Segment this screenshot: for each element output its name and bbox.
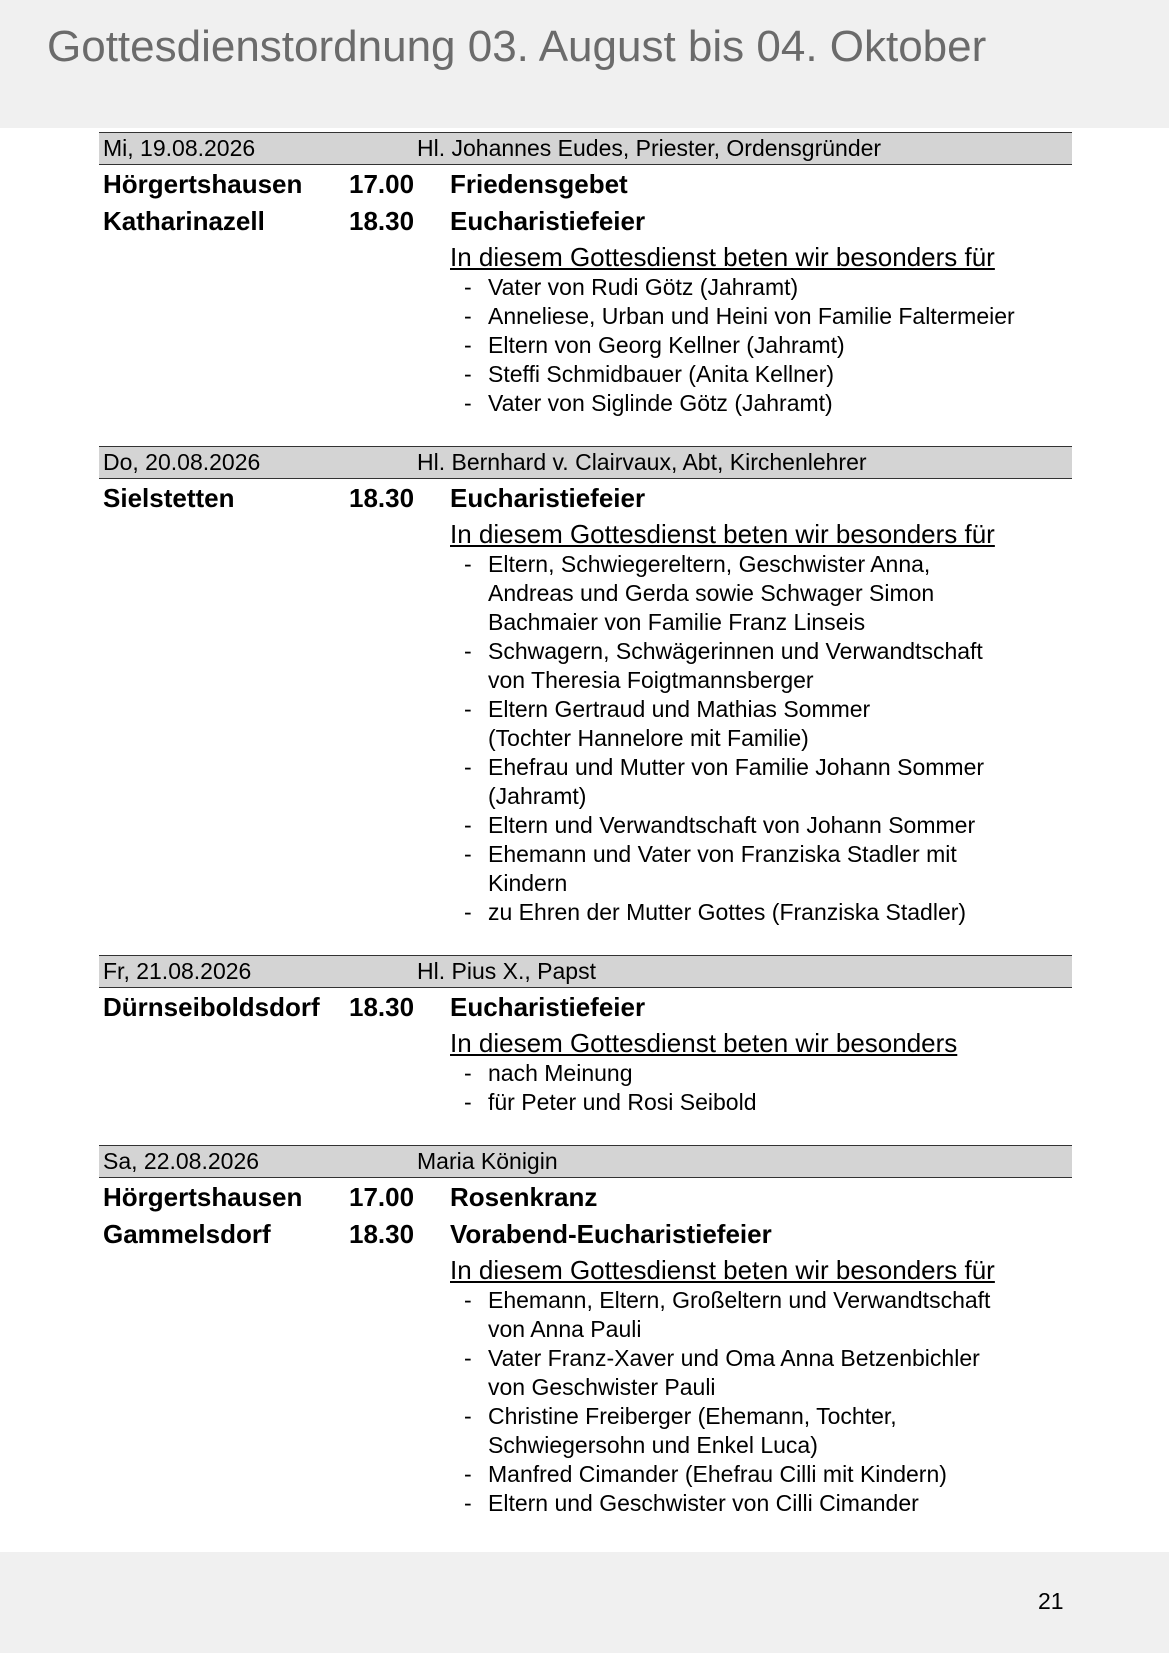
intentions-list: [450, 1059, 1072, 1117]
intention-line: von Anna Pauli: [488, 1316, 642, 1342]
intention-item: - Vater von Rudi Götz (Jahramt): [464, 274, 799, 300]
intention-line: zu Ehren der Mutter Gottes (Franziska Stadler): [488, 899, 967, 925]
intention-item: - Schwagern, Schwägerinnen und Verwandtschaft von Theresia Foigtmannsberger: [464, 638, 983, 693]
service-time: 18.30: [349, 992, 415, 1022]
intention-item: - zu Ehren der Mutter Gottes (Franziska Stadler): [464, 899, 967, 925]
intentions: [450, 1254, 1072, 1518]
day-feast: Hl. Bernhard v. Clairvaux, Abt, Kirchenlehrer: [417, 449, 867, 475]
service-time: 18.30: [349, 483, 415, 513]
intention-line: Schwiegersohn und Enkel Luca): [488, 1432, 818, 1458]
intention-line: Christine Freiberger (Ehemann, Tochter,: [488, 1403, 897, 1429]
day-date: Fr, 21.08.2026: [103, 958, 252, 984]
service-name: Vorabend-Eucharistiefeier: [450, 1219, 772, 1249]
service-name: Eucharistiefeier: [450, 206, 646, 236]
intentions: [450, 518, 1072, 927]
intention-line: Ehemann und Vater von Franziska Stadler mit: [488, 841, 957, 867]
intention-item: - Ehemann, Eltern, Großeltern und Verwandtschaft von Anna Pauli: [464, 1287, 991, 1342]
intentions-heading: In diesem Gottesdienst beten wir besonders für: [450, 1255, 995, 1285]
service-name: Eucharistiefeier: [450, 992, 646, 1022]
intention-line: nach Meinung: [488, 1060, 633, 1086]
intention-item: - Ehefrau und Mutter von Familie Johann Sommer (Jahramt): [464, 754, 985, 809]
day-header: [99, 132, 1072, 165]
intention-item: - Eltern Gertraud und Mathias Sommer (Tochter Hannelore mit Familie): [464, 696, 871, 751]
service-place: Hörgertshausen: [103, 169, 303, 199]
day-feast: Hl. Johannes Eudes, Priester, Ordensgründer: [417, 135, 882, 161]
page-number: 21: [1038, 1588, 1064, 1614]
intention-line: Anneliese, Urban und Heini von Familie Faltermeier: [488, 303, 1015, 329]
intention-item: - Steffi Schmidbauer (Anita Kellner): [464, 361, 835, 387]
service-list: [99, 1178, 1072, 1253]
intentions-heading: In diesem Gottesdienst beten wir besonders für: [450, 519, 995, 549]
day-block: [99, 1145, 1072, 1518]
footer-band: [0, 1552, 1169, 1653]
service-place: Dürnseiboldsdorf: [103, 992, 320, 1022]
day-block: [99, 132, 1072, 418]
intention-line: (Tochter Hannelore mit Familie): [488, 725, 809, 751]
intention-line: Ehefrau und Mutter von Familie Johann Sommer: [488, 754, 985, 780]
service-row: [99, 1179, 1072, 1216]
intention-line: Eltern von Georg Kellner (Jahramt): [488, 332, 845, 358]
day-block: [99, 446, 1072, 927]
intention-line: Kindern: [488, 870, 568, 896]
intention-line: Ehemann, Eltern, Großeltern und Verwandtschaft: [488, 1287, 991, 1313]
intention-line: Manfred Cimander (Ehefrau Cilli mit Kindern): [488, 1461, 947, 1487]
intention-item: - nach Meinung: [464, 1060, 633, 1086]
service-row: [99, 203, 1072, 240]
intention-line: Bachmaier von Familie Franz Linseis: [488, 609, 866, 635]
day-block: [99, 955, 1072, 1117]
intention-line: Eltern und Verwandtschaft von Johann Sommer: [488, 812, 976, 838]
intention-line: Eltern Gertraud und Mathias Sommer: [488, 696, 871, 722]
service-row: [99, 166, 1072, 203]
intentions: [450, 1027, 1072, 1117]
intention-item: - Eltern von Georg Kellner (Jahramt): [464, 332, 845, 358]
intention-line: von Theresia Foigtmannsberger: [488, 667, 814, 693]
intention-line: Eltern und Geschwister von Cilli Cimander: [488, 1490, 919, 1516]
page-title: Gottesdienstordnung 03. August bis 04. Oktober: [47, 22, 987, 71]
day-date: Mi, 19.08.2026: [103, 135, 256, 161]
service-name: Rosenkranz: [450, 1182, 598, 1212]
schedule: [99, 132, 1072, 1546]
day-feast: Hl. Pius X., Papst: [417, 958, 596, 984]
service-place: Gammelsdorf: [103, 1219, 271, 1249]
intention-item: - Manfred Cimander (Ehefrau Cilli mit Kindern): [464, 1461, 947, 1487]
day-header: [99, 1145, 1072, 1178]
intention-line: Eltern, Schwiegereltern, Geschwister Anna,: [488, 551, 931, 577]
intentions-list: [450, 1286, 1072, 1518]
intentions-list: [450, 550, 1072, 927]
intention-line: Vater von Rudi Götz (Jahramt): [488, 274, 799, 300]
service-row: [99, 989, 1072, 1026]
intentions: [450, 241, 1072, 418]
service-place: Katharinazell: [103, 206, 265, 236]
intention-item: - für Peter und Rosi Seibold: [464, 1089, 757, 1115]
intention-item: - Vater von Siglinde Götz (Jahramt): [464, 390, 833, 416]
intention-item: - Eltern und Geschwister von Cilli Cimander: [464, 1490, 919, 1516]
intention-item: - Anneliese, Urban und Heini von Familie Faltermeier: [464, 303, 1015, 329]
intentions-heading: In diesem Gottesdienst beten wir besonders: [450, 1028, 958, 1058]
intention-line: Schwagern, Schwägerinnen und Verwandtschaft: [488, 638, 983, 664]
service-time: 18.30: [349, 1219, 415, 1249]
service-place: Sielstetten: [103, 483, 235, 513]
service-row: [99, 1216, 1072, 1253]
service-time: 18.30: [349, 206, 415, 236]
intention-item: - Christine Freiberger (Ehemann, Tochter, Schwiegersohn und Enkel Luca): [464, 1403, 897, 1458]
service-list: [99, 988, 1072, 1026]
service-list: [99, 479, 1072, 517]
intention-line: Steffi Schmidbauer (Anita Kellner): [488, 361, 835, 387]
service-time: 17.00: [349, 169, 415, 199]
service-name: Eucharistiefeier: [450, 483, 646, 513]
day-header: [99, 446, 1072, 479]
intention-item: - Ehemann und Vater von Franziska Stadler mit Kindern: [464, 841, 957, 896]
service-time: 17.00: [349, 1182, 415, 1212]
intention-item: - Eltern, Schwiegereltern, Geschwister Anna, Andreas und Gerda sowie Schwager Simon Bachmaier von Familie Franz Linseis: [464, 551, 935, 635]
intention-line: für Peter und Rosi Seibold: [488, 1089, 757, 1115]
intentions-heading: In diesem Gottesdienst beten wir besonders für: [450, 242, 995, 272]
intention-line: von Geschwister Pauli: [488, 1374, 716, 1400]
intention-line: (Jahramt): [488, 783, 587, 809]
service-list: [99, 165, 1072, 240]
day-date: Sa, 22.08.2026: [103, 1148, 260, 1174]
intentions-list: [450, 273, 1072, 418]
service-row: [99, 480, 1072, 517]
intention-item: - Vater Franz-Xaver und Oma Anna Betzenbichler von Geschwister Pauli: [464, 1345, 980, 1400]
intention-line: Vater von Siglinde Götz (Jahramt): [488, 390, 833, 416]
service-place: Hörgertshausen: [103, 1182, 303, 1212]
intention-line: Vater Franz-Xaver und Oma Anna Betzenbichler: [488, 1345, 980, 1371]
intention-item: - Eltern und Verwandtschaft von Johann Sommer: [464, 812, 976, 838]
day-feast: Maria Königin: [417, 1148, 558, 1174]
day-date: Do, 20.08.2026: [103, 449, 261, 475]
day-header: [99, 955, 1072, 988]
service-name: Friedensgebet: [450, 169, 628, 199]
intention-line: Andreas und Gerda sowie Schwager Simon: [488, 580, 935, 606]
